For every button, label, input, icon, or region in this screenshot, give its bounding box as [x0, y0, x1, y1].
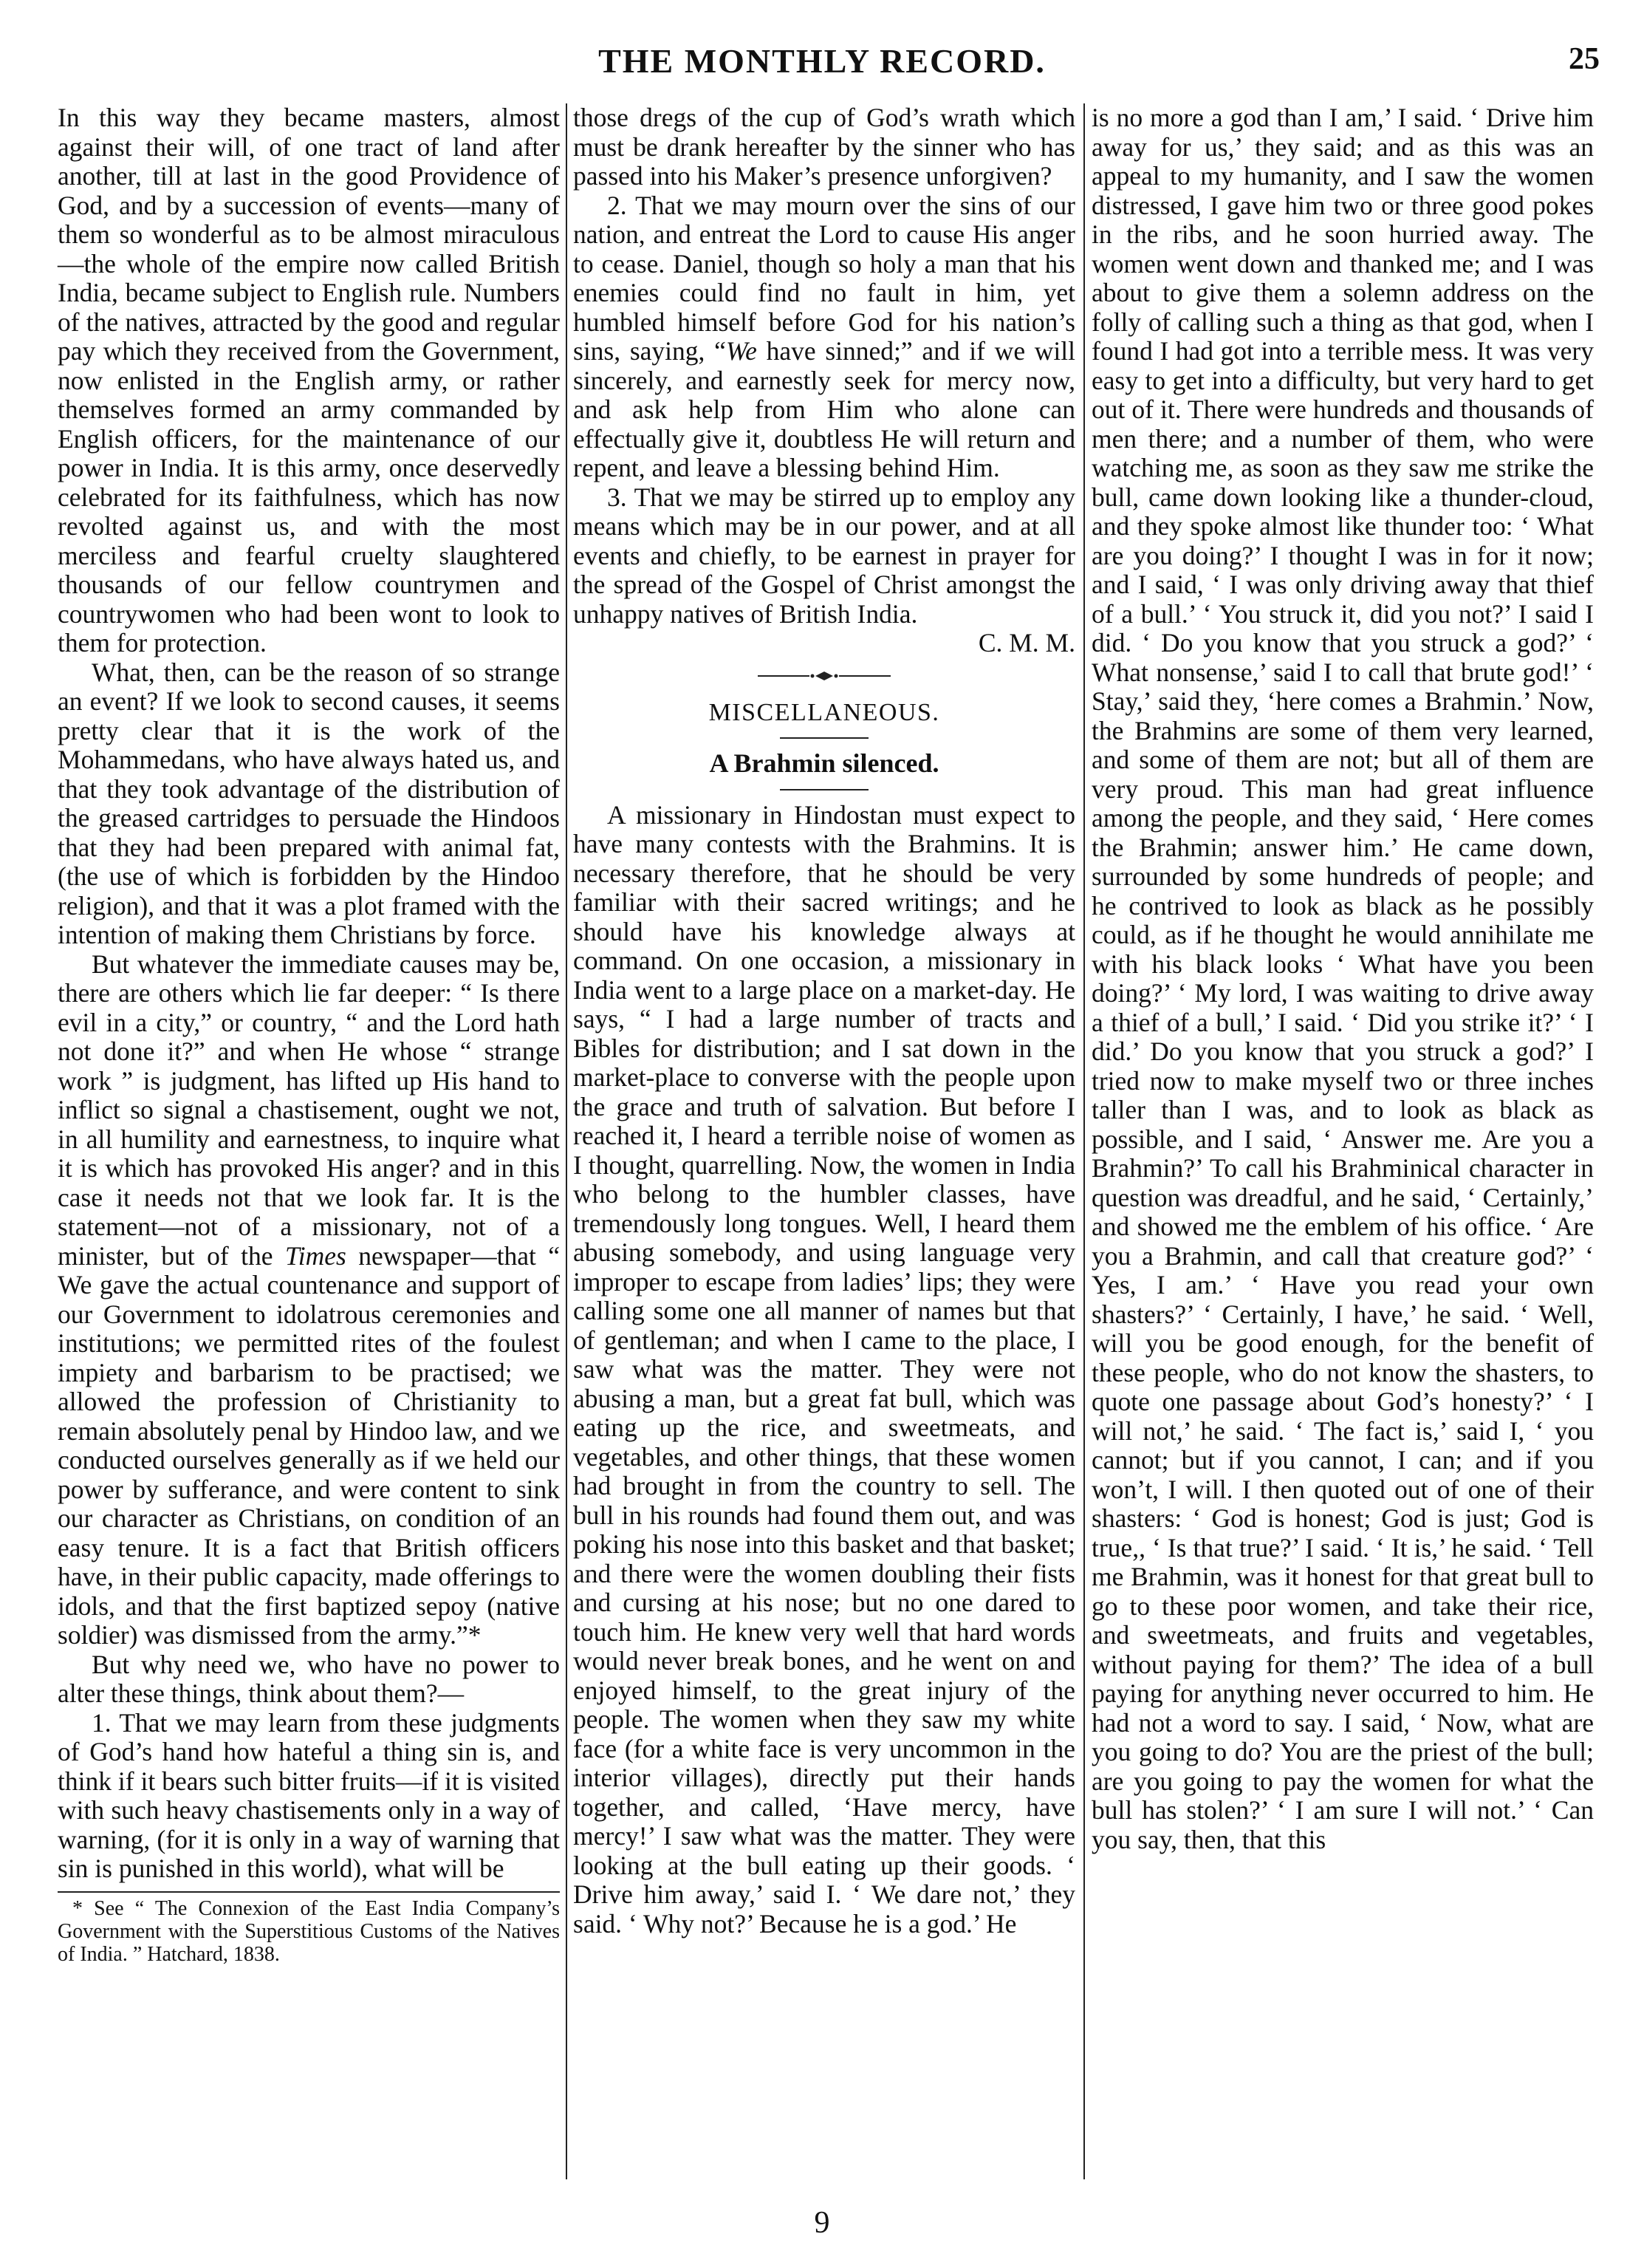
page-header — [0, 41, 1644, 100]
paragraph — [58, 950, 560, 1650]
folio-number: 9 — [814, 2206, 830, 2240]
section-heading: MISCELLANEOUS. — [708, 698, 940, 726]
page-number: 25 — [1569, 42, 1600, 76]
text-run: have sinned;” and if we will sincerely, and earnestly seek for mercy now, and ask help from Him who alone can effectually give it, doubtless He will return and repent, and leave a blessing behind Him. — [573, 336, 1075, 482]
ornament-divider — [573, 664, 1075, 686]
text-run: newspaper—that “ We gave the actual countenance and support of our Government to idolatrous ceremonies and institutions; we permitted rites of the foulest impiety and barbarism to be practised; we allowed the profession of Christianity to remain absolutely penal by Hindoo law, and we conducted ourselves generally as if we held our power by sufferance, and were content to sink our character as Christians, on condition of an easy tenure. It is a fact that British officers have, in their public capacity, made offerings to idols, and that the first baptized sepoy (native soldier) was dismissed from the army.”* — [58, 1240, 561, 1650]
text-run: But whatever the immediate causes may be, there are others which lie far deeper: “ Is there evil in a city,” or country, “ and the Lord hath not done it?” and when He whose “ strange work ” is judgment, has lifted up His hand to inflict so signal a chastisement, ought we not, in all humility and earnestness, to inquire what it is which has provoked His anger? and in this case it needs not that we look far. It is the statement—not of a missionary, not of a minister, but of the — [58, 949, 560, 1271]
ornament-icon — [758, 670, 891, 682]
paragraph: 1. That we may learn from these judgments of God’s hand how hateful a thing sin is, and think if it bears such bitter fruits—if it is visited with such heavy chastisements only in a way of warning, (for it is only in a way of warning that sin is punished in this world), what will be — [58, 1707, 560, 1883]
running-title: THE MONTHLY RECORD. — [598, 42, 1046, 80]
divider — [780, 737, 869, 739]
article-title: A Brahmin silenced. — [709, 748, 939, 778]
column-left — [58, 103, 560, 1966]
paragraph: is no more a god than I am,’ I said. ‘ Drive him away for us,’ they said; and as this was an appeal to my humanity, and I saw the women distressed, I gave him two or three good pokes in the ribs, and he soon hurried away. The women went down and thanked me; and I was about to give them a solemn address on the folly of calling such a thing as that god, when I found I had got into a terrible mess. It was very easy to get into a difficulty, but very hard to get out of it. There were hundreds and thousands of men there; and a number of them, who were watching me, as soon as they saw me strike the bull, came down looking like a thunder-cloud, and they spoke almost like thunder too: ‘ What are you doing?’ I thought I was in for it now; and I said, ‘ I was only driving away that thief of a bull.’ ‘ You struck it, did you not?’ I said I did. ‘ Do you know that you struck a god?’ ‘ What nonsense,’ said I to call that brute god!’ ‘ Stay,’ said they, ‘here comes a Brahmin.’ Now, the Brahmins are some of them very learned, and some of them are not; but all of them are very proud. This man had great influence among the people, and they said, ‘ Here comes the Brahmin; answer him.’ He came down, surrounded by some hundreds of people; and he contrived to look as black as he possibly could, as if he thought he would annihilate me with his black looks ‘ What have you been doing?’ ‘ My lord, I was waiting to drive away a thief of a bull,’ I said. ‘ Did you strike it?’ ‘ I did.’ Do you know that you struck a god?’ I tried now to make myself two or three inches taller than I was, and to look as black as possible, and I said, ‘ Answer me. Are you a Brahmin?’ To call his Brahminical character in question was dreadful, and he said, ‘ Certainly,’ and showed me the emblem of his office. ‘ Are you a Brahmin, and call that creature god?’ ‘ Yes, I am.’ ‘ Have you read your own shasters?’ ‘ Certainly, I have,’ he said. ‘ Well, will you be good enough, for the benefit of these people, who do not know the shasters, to quote one passage about God’s honesty?’ ‘ I will not,’ he said. ‘ The fact is,’ said I, ‘ you cannot; but if you cannot, I can; and if you won’t, I will. I then quoted out of one of their shasters: ‘ God is honest; God is just; God is true,, ‘ Is that true?’ I said. ‘ It is,’ he said. ‘ Tell me Brahmin, was it honest for that great bull to go to these poor women, and take their rice, and sweetmeats, and fruits and vegetables, without paying for them?’ The idea of a bull paying for anything never occurred to him. He had not a word to say. I said, ‘ Now, what are you going to do? You are the priest of the bull; are you going to pay the women for what the bull has stolen?’ ‘ I am sure I will not.’ ‘ Can you say, then, that this — [1092, 103, 1594, 1854]
paragraph: What, then, can be the reason of so strange an event? If we look to second causes, it seems pretty clear that it is the work of the Mohammedans, who have always hated us, and that they took advantage of the distribution of the greased cartridges to persuade the Hindoos that they had been prepared with animal fat, (the use of which is forbidden by the Hindoo religion), and that it was a plot framed with the intention of making them Christians by force. — [58, 657, 560, 949]
column-right — [1092, 103, 1594, 1854]
column-divider — [1083, 103, 1085, 2179]
paragraph: But why need we, who have no power to alter these things, think about them?— — [58, 1649, 560, 1708]
signature: C. M. M. — [978, 628, 1075, 657]
divider — [780, 789, 869, 790]
paragraph: A missionary in Hindostan must expect to have many contests with the Brahmins. It is necessary therefore, that he should be very familiar with their sacred writings; and he should have his knowledge always at command. On one occasion, a missionary in India went to a large place on a market-day. He says, “ I had a large number of tracts and Bibles for distribution; and I sat down in the market-place to converse with the people upon the grace and truth of salvation. But before I reached it, I heard a terrible noise of women as I thought, quarrelling. Now, the women in India who belong to the humbler classes, have tremendously long tongues. Well, I heard them abusing somebody, and using language very improper to escape from ladies’ lips; they were calling some one all manner of names but that of gentleman; and when I came to the place, I saw what was the matter. They were not abusing a man, but a great fat bull, which was eating up the rice, and sweetmeats, and vegetables, and other things, that these women had brought in from the country to sell. The bull in his rounds had found them out, and was poking his nose into this basket and that basket; and there were the women doubling their fists and cursing at his nose; but no one dared to touch him. He knew very well that hard words would never break bones, and he went on and enjoyed himself, to the great injury of the people. The women when they saw my white face (for a white face is very uncommon in the interior villages), directly put their hands together, and called, ‘Have mercy, have mercy!’ I saw what was the matter. They were looking at the bull eating up their goods. ‘ Drive him away,’ said I. ‘ We dare not,’ they said. ‘ Why not?’ Because he is a god.’ He — [573, 799, 1075, 1939]
paragraph: In this way they became masters, almost against their will, of one tract of land after another, till at last in the good Providence of God, and by a succession of events—many of them so wonderful as to be almost miraculous—the whole of the empire now called British India, became subject to English rule. Numbers of the natives, attracted by the good and regular pay which they received from the Government, now enlisted in the English army, or rather themselves formed an army commanded by English officers, for the maintenance of our power in India. It is this army, once deservedly celebrated for its faithfulness, which has now revolted against us, and with the most merciless and fearful cruelty slaughtered thousands of our fellow countrymen and countrywomen who had been wont to look to them for protection. — [58, 103, 560, 657]
paragraph — [573, 191, 1075, 483]
text-run: 2. That we may mourn over the sins of our nation, and entreat the Lord to cause His anger to cease. Daniel, though so holy a man that his enemies could find no fault in him, yet humbled himself before God for his nation’s sins, saying, “ — [573, 190, 1075, 366]
italic-text: Times — [284, 1240, 346, 1271]
footnote-rule — [58, 1891, 560, 1893]
italic-text: We — [725, 336, 757, 366]
column-middle — [573, 103, 1075, 1939]
paragraph: those dregs of the cup of God’s wrath which must be drank hereafter by the sinner who has passed into his Maker’s presence unforgiven? — [573, 103, 1075, 191]
column-divider — [566, 103, 567, 2179]
paragraph: 3. That we may be stirred up to employ any means which may be in our power, and at all events and chiefly, to be earnest in prayer for the spread of the Gospel of Christ amongst the unhappy natives of British India. — [573, 482, 1075, 629]
footnote: * See “ The Connexion of the East India Company’s Government with the Superstitious Customs of the Natives of India. ” Hatchard, 1838. — [58, 1896, 560, 1966]
